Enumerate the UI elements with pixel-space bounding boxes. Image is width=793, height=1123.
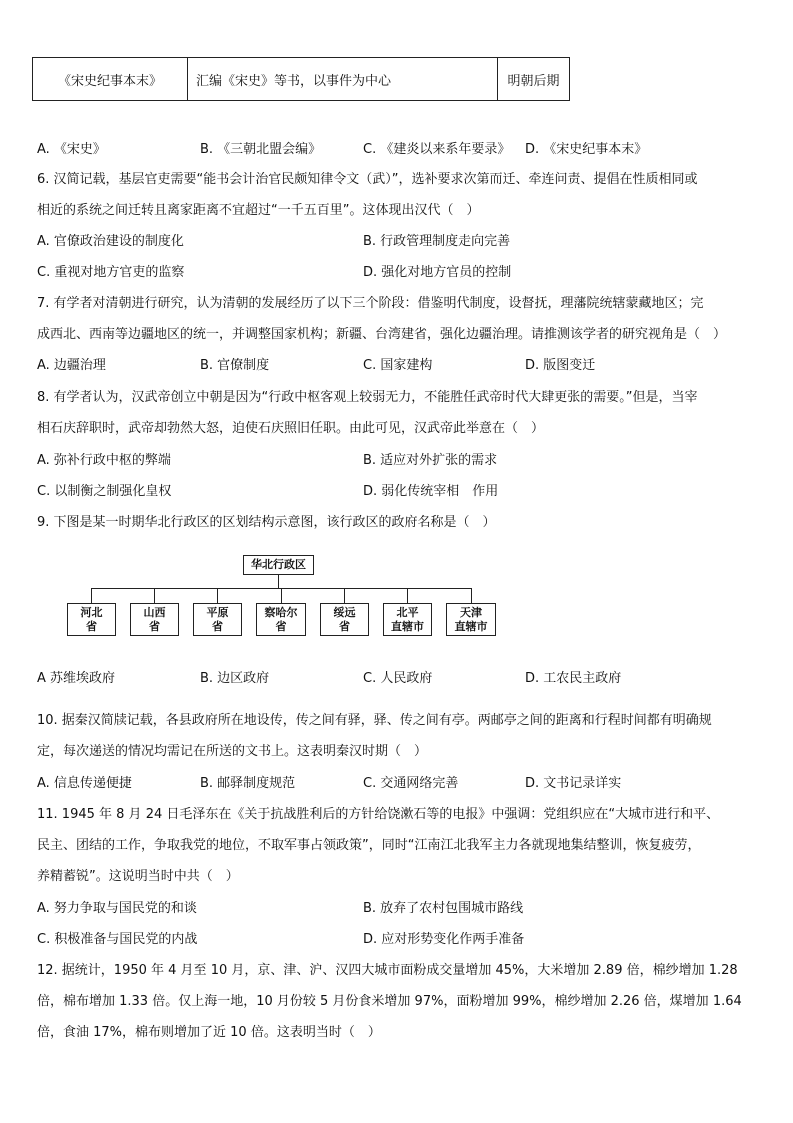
q6-option-d: D. 强化对地方官员的控制: [363, 265, 512, 280]
node-label: 平原: [206, 605, 229, 619]
node-label: 天津: [460, 605, 482, 619]
diagram-connector-child: [407, 588, 408, 603]
q5-option-d: D. 《宋史纪事本末》: [525, 142, 648, 157]
diagram-root-node: [243, 555, 314, 575]
q10-option-b: B. 邮驿制度规范: [200, 776, 296, 791]
diagram-connector-child: [281, 588, 282, 603]
diagram-node-beiping: [383, 603, 432, 636]
q7-stem-line1: 7. 有学者对清朝进行研究，认为清朝的发展经历了以下三个阶段：借鉴明代制度，设督抚，理藩院统辖蒙藏地区；完: [37, 296, 704, 311]
q7-option-c: C. 国家建构: [363, 358, 433, 373]
diagram-connector-child: [344, 588, 345, 603]
diagram-node-pingyuan: [193, 603, 242, 636]
q11-stem-line2: 民主、团结的工作，争取我党的地位，不取军事占领政策”，同时“江南江北我军主力各就现地集结整训，恢复疲劳，: [37, 838, 701, 853]
table-cell-period: 明朝后期: [507, 73, 560, 89]
q8-option-d: D. 弱化传统宰相 作用: [363, 484, 499, 499]
table-cell-book: 《宋史纪事本末》: [33, 58, 188, 100]
q5-option-a: A. 《宋史》: [37, 142, 106, 157]
q6-option-c: C. 重视对地方官吏的监察: [37, 265, 185, 280]
diagram-node-suiyuan: [320, 603, 369, 636]
node-label: 北平: [396, 605, 419, 619]
q6-stem-line1: 6. 汉简记载，基层官吏需要“能书会计治官民颇知律令文（武）”，选补要求次第而迁、牵连问责、提倡在性质相同或: [37, 172, 698, 187]
node-label: 省: [339, 619, 350, 633]
q8-stem-line1: 8. 有学者认为，汉武帝创立中朝是因为“行政中枢客观上较弱无力，不能胜任武帝时代大肆更张的需要。”但是，当宰: [37, 390, 698, 405]
q8-option-c: C. 以制衡之制强化皇权: [37, 484, 172, 499]
q9-option-a: A 苏维埃政府: [37, 671, 116, 686]
node-label: 直辖市: [454, 619, 488, 633]
node-label: 省: [86, 619, 97, 633]
q11-option-a: A. 努力争取与国民党的和谈: [37, 901, 197, 916]
q9-option-d: D. 工农民主政府: [525, 671, 622, 686]
diagram-root-label: 华北行政区: [251, 558, 306, 571]
q5-option-b: B. 《三朝北盟会编》: [200, 142, 322, 157]
q12-stem-line3: 倍，食油 17%，棉布则增加了近 10 倍。这表明当时（ ）: [37, 1025, 381, 1040]
q6-stem-line2: 相近的系统之间迁转且离家距离不宜超过“一千五百里”。这体现出汉代（ ）: [37, 203, 480, 218]
diagram-node-tianjin: [446, 603, 496, 636]
node-label: 察哈尔: [264, 605, 298, 619]
q7-option-b: B. 官僚制度: [200, 358, 270, 373]
table-cell-description: 汇编《宋史》等书，以事件为中心: [188, 58, 498, 100]
diagram-connector-child: [91, 588, 92, 603]
q9-option-c: C. 人民政府: [363, 671, 433, 686]
q7-option-a: A. 边疆治理: [37, 358, 106, 373]
q7-stem-line2: 成西北、西南等边疆地区的统一，并调整国家机构；新疆、台湾建省，强化边疆治理。请推测该学者的研究视角是（ ）: [37, 327, 727, 342]
node-label: 省: [212, 619, 223, 633]
diagram-connector-root: [278, 575, 279, 588]
q8-option-a: A. 弥补行政中枢的弊端: [37, 453, 171, 468]
node-label: 直辖市: [391, 619, 424, 633]
diagram-connector-child: [154, 588, 155, 603]
diagram-connector-child: [217, 588, 218, 603]
q12-stem-line1: 12. 据统计，1950 年 4 月至 10 月，京、津、沪、汉四大城市面粉成交量增加 45%，大米增加 2.89 倍，棉纱增加 1.28: [37, 963, 738, 978]
q11-option-c: C. 积极准备与国民党的内战: [37, 932, 198, 947]
node-label: 山西: [143, 605, 166, 619]
q10-option-a: A. 信息传递便捷: [37, 776, 132, 791]
q10-stem-line2: 定，每次递送的情况均需记在所送的文书上。这表明秦汉时期（ ）: [37, 744, 428, 759]
node-label: 河北: [80, 605, 103, 619]
q10-option-c: C. 交通网络完善: [363, 776, 459, 791]
diagram-connector-child: [471, 588, 472, 603]
q11-option-d: D. 应对形势变化作两手准备: [363, 932, 525, 947]
q10-option-d: D. 文书记录详实: [525, 776, 622, 791]
node-label: 省: [149, 619, 160, 633]
q6-option-b: B. 行政管理制度走向完善: [363, 234, 511, 249]
q7-option-d: D. 版图变迁: [525, 358, 596, 373]
diagram-node-shanxi: [130, 603, 179, 636]
node-label: 省: [275, 619, 287, 633]
q6-option-a: A. 官僚政治建设的制度化: [37, 234, 184, 249]
q10-stem-line1: 10. 据秦汉简牍记载，各县政府所在地设传，传之间有驿，驿、传之间有亭。两邮亭之间的距离和行程时间都有明确规: [37, 713, 712, 728]
q11-stem-line3: 养精蓄锐”。这说明当时中共（ ）: [37, 869, 239, 884]
q8-stem-line2: 相石庆辞职时，武帝却勃然大怒，迫使石庆照旧任职。由此可见，汉武帝此举意在（ ）: [37, 421, 545, 436]
q9-option-b: B. 边区政府: [200, 671, 270, 686]
q9-stem-line1: 9. 下图是某一时期华北行政区的区划结构示意图，该行政区的政府名称是（ ）: [37, 515, 496, 530]
q8-option-b: B. 适应对外扩张的需求: [363, 453, 498, 468]
q11-option-b: B. 放弃了农村包围城市路线: [363, 901, 524, 916]
q12-stem-line2: 倍，棉布增加 1.33 倍。仅上海一地，10 月份较 5 月份食米增加 97%，面粉增加 99%，棉纱增加 2.26 倍，煤增加 1.64: [37, 994, 742, 1009]
reference-table-row: [32, 57, 570, 101]
q11-stem-line1: 11. 1945 年 8 月 24 日毛泽东在《关于抗战胜利后的方针给饶漱石等的电报》中强调：党组织应在“大城市进行和平、: [37, 807, 720, 822]
diagram-node-chahar: [256, 603, 306, 636]
node-label: 绥远: [333, 605, 356, 619]
diagram-node-hebei: [67, 603, 116, 636]
q5-option-c: C. 《建炎以来系年要录》: [363, 142, 511, 157]
